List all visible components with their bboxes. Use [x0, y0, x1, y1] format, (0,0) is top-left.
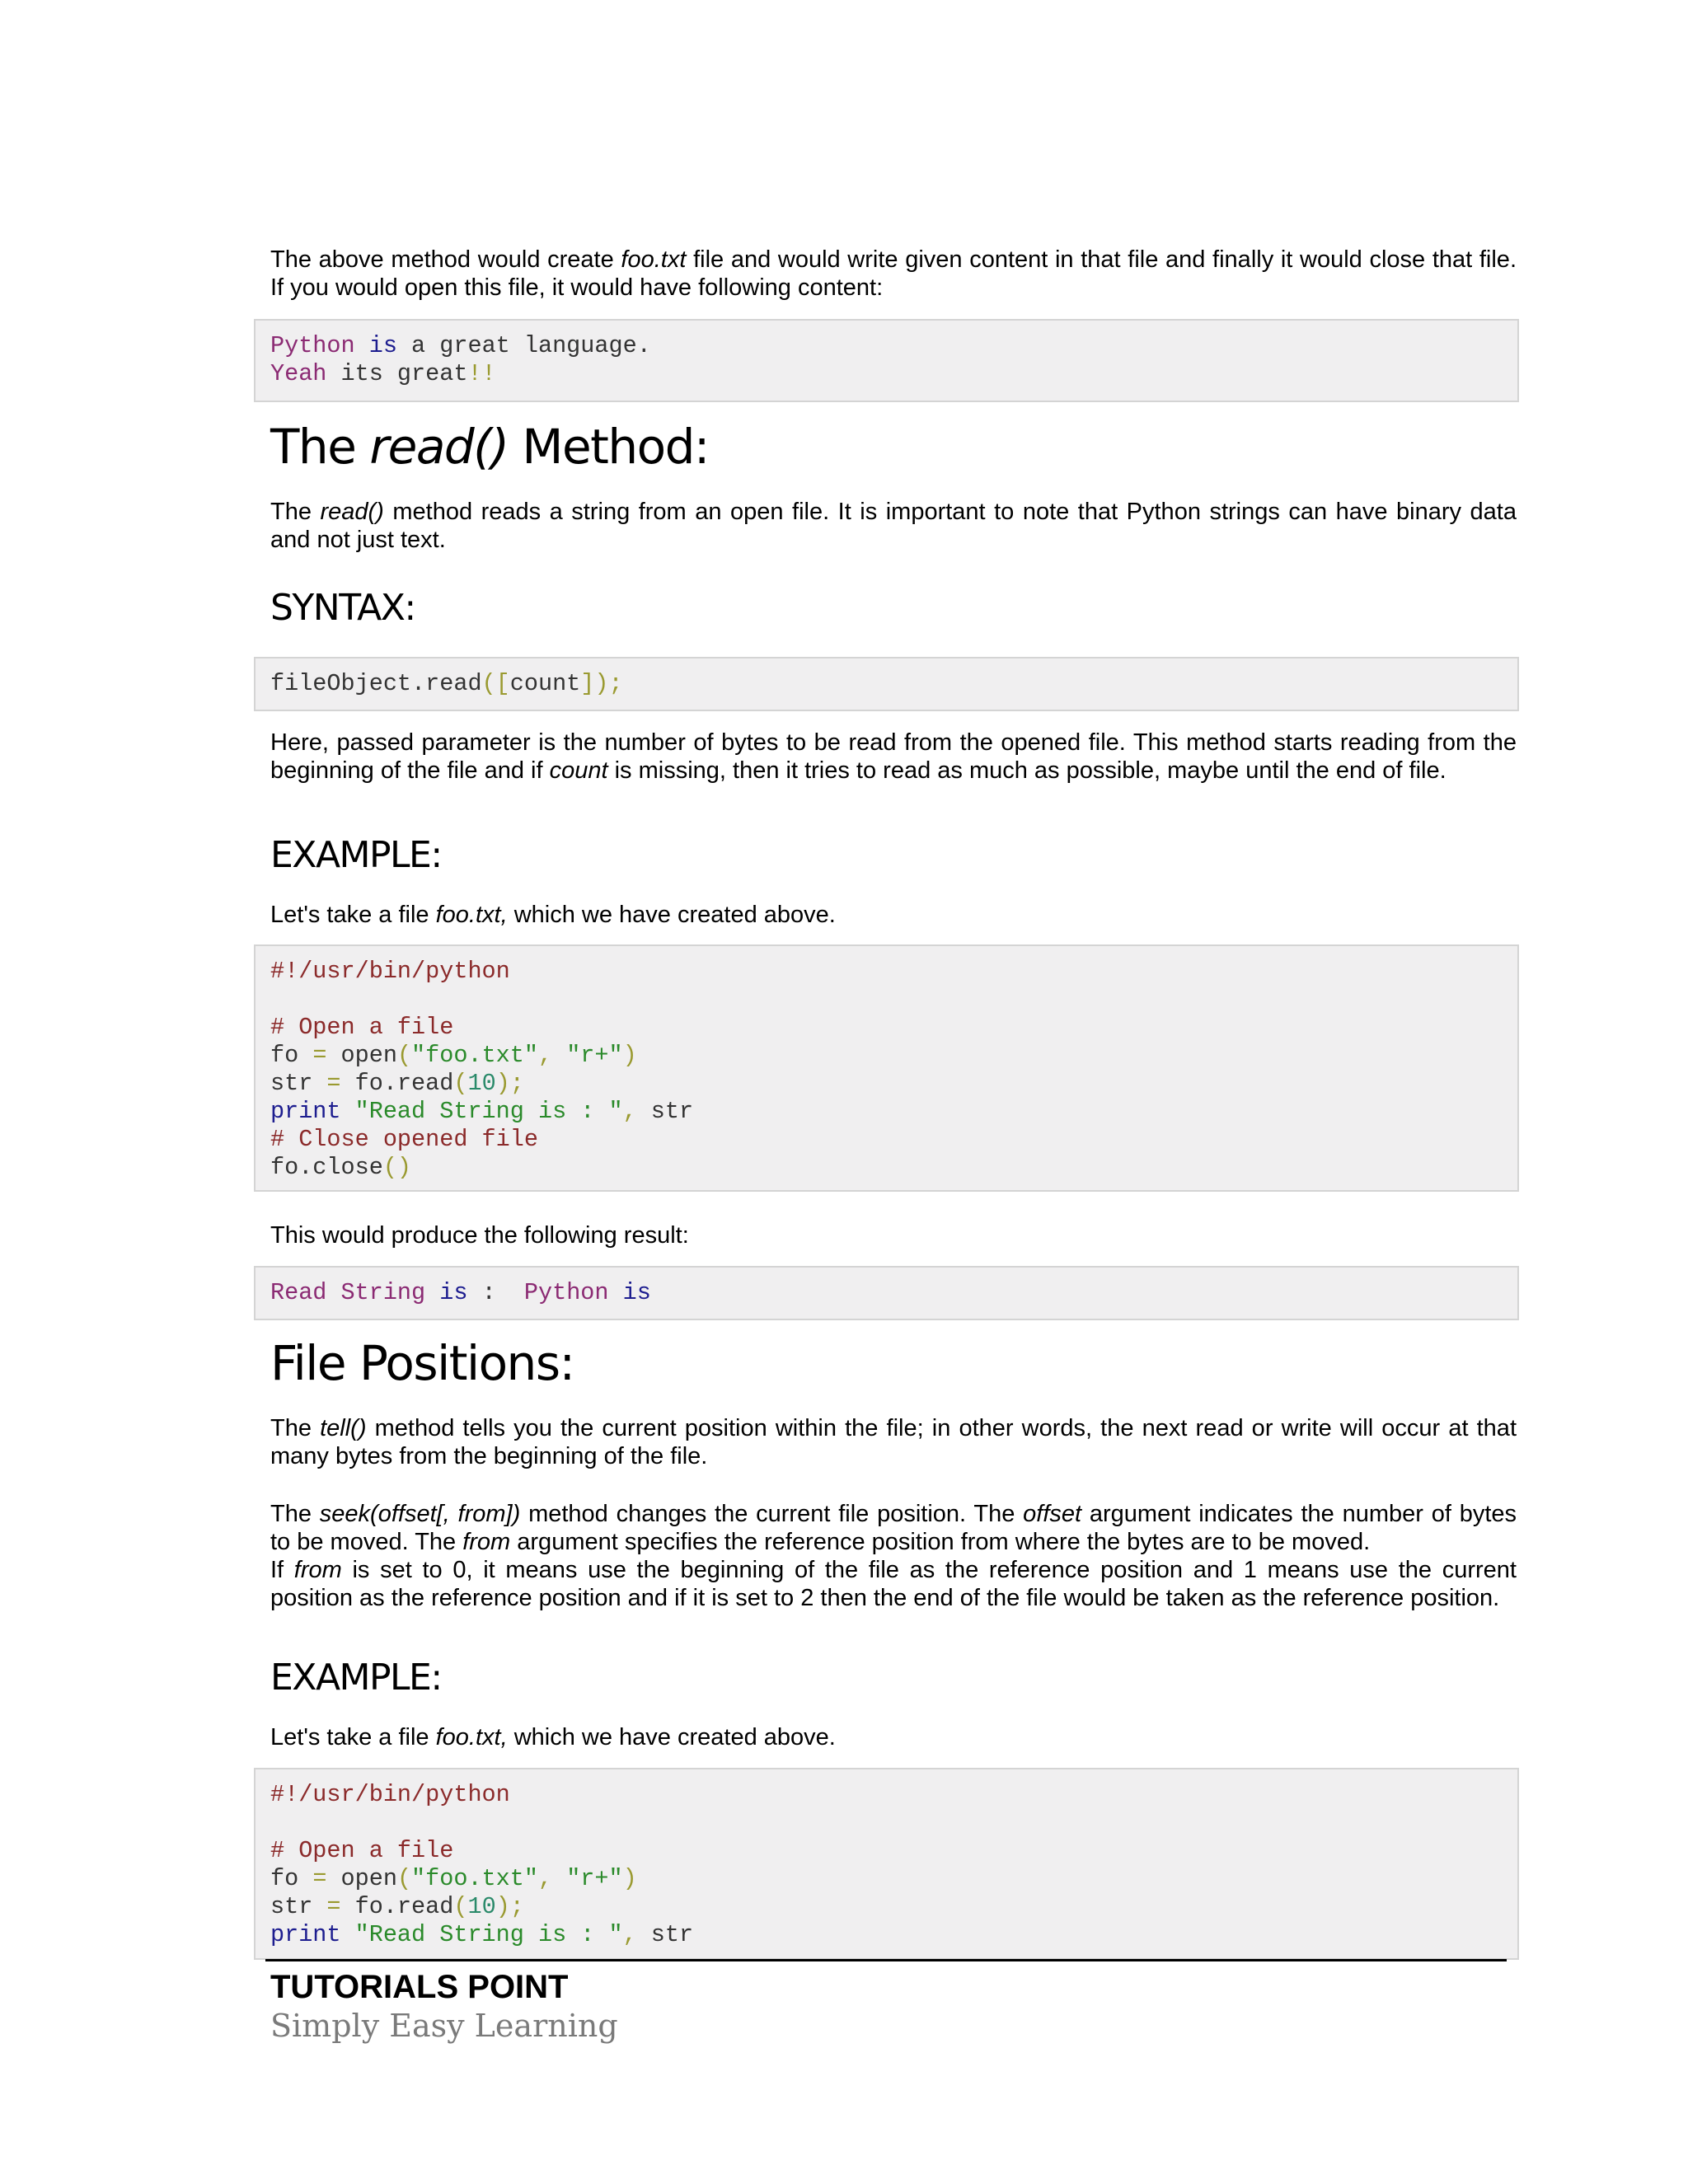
- code-line: [270, 1070, 1517, 1098]
- text-run: is set to 0, it means use the beginning of the file as the reference position and 1 means use the current position as the reference position and if it is set to 2 then the end of the file would be taken as the reference position.: [270, 1557, 1517, 1611]
- file-content-block: [254, 319, 1519, 402]
- code-token: "r+": [566, 1865, 623, 1892]
- text-run-italic: seek(offset[, from]): [319, 1501, 521, 1527]
- code-token: fileObject.read: [270, 670, 482, 697]
- seek-description: [270, 1500, 1517, 1556]
- tell-description-block: [270, 1414, 1517, 1470]
- text-run-italic: foo.txt: [621, 246, 687, 273]
- code-token: "Read String is : ": [354, 1098, 623, 1125]
- code-line: # Open a file: [270, 1837, 454, 1864]
- code-token: =: [326, 1070, 341, 1097]
- code-line: [270, 1279, 1517, 1307]
- text-run: The: [270, 419, 370, 475]
- code-line: [270, 332, 1517, 360]
- code-token: Python: [523, 1279, 609, 1306]
- code-line: [270, 1921, 1517, 1949]
- text-run-italic: read(): [320, 499, 384, 525]
- code-token: fo: [270, 1042, 313, 1069]
- text-run: which we have created above.: [507, 902, 836, 928]
- seek-description-block: [270, 1500, 1517, 1612]
- text-run: method reads a string from an open file. It is important to note that Python strings can have binary data and not just text.: [270, 499, 1517, 553]
- from-description: [270, 1556, 1517, 1612]
- code-token: Read String: [270, 1279, 426, 1306]
- text-run-italic: offset: [1023, 1501, 1082, 1527]
- result-output-block: [254, 1266, 1519, 1320]
- code-line: [270, 360, 1517, 388]
- intro-paragraph: [270, 246, 1517, 302]
- text-run-italic: from: [462, 1529, 511, 1555]
- text-run: The: [270, 1415, 321, 1441]
- code-token: "r+": [566, 1042, 623, 1069]
- text-run: Let's take a file: [270, 902, 436, 928]
- code-token: "foo.txt": [411, 1865, 538, 1892]
- code-line: # Close opened file: [270, 1126, 538, 1153]
- parameter-description: [270, 729, 1517, 785]
- code-token: count: [509, 670, 581, 697]
- code-token: (): [382, 1154, 412, 1181]
- code-token: [341, 1921, 355, 1948]
- example-intro-2: [270, 1723, 1517, 1751]
- example-intro-block-2: [270, 1723, 1517, 1751]
- text-run-italic: foo.txt,: [435, 902, 508, 928]
- read-description-block: [270, 498, 1517, 554]
- code-token: :: [467, 1279, 524, 1306]
- example-intro-block: [270, 901, 1517, 929]
- intro-paragraph-block: [270, 246, 1517, 302]
- text-run: The: [270, 1501, 320, 1527]
- code-token: ,: [622, 1921, 637, 1948]
- code-token: ): [622, 1042, 637, 1069]
- footer-tagline: Simply Easy Learning: [270, 2008, 618, 2044]
- tell-description: [270, 1414, 1517, 1470]
- code-token: str: [270, 1070, 327, 1097]
- code-token: Yeah: [270, 360, 327, 387]
- code-token: "Read String is : ": [354, 1921, 623, 1948]
- code-token: =: [312, 1865, 327, 1892]
- code-token: (: [396, 1042, 412, 1069]
- text-run: If: [270, 1557, 294, 1583]
- file-positions-heading: File Positions:: [270, 1335, 574, 1391]
- code-line: #!/usr/bin/python: [270, 1781, 510, 1808]
- code-line: [270, 670, 1517, 698]
- text-run: is missing, then it tries to read as much as possible, maybe until the end of file.: [607, 757, 1447, 784]
- text-run-italic: count: [549, 757, 608, 784]
- example-intro: [270, 901, 1517, 929]
- code-line-blank: [270, 1809, 1517, 1837]
- syntax-heading: SYNTAX:: [270, 587, 415, 629]
- code-token: [609, 1279, 623, 1306]
- text-run: file and would write given content in that file and finally it would close that file. If you would open this file, it would have following content:: [270, 246, 1517, 301]
- code-token: print: [270, 1098, 341, 1125]
- code-line: # Open a file: [270, 1014, 454, 1041]
- result-intro-block: [270, 1221, 1517, 1249]
- code-token: "foo.txt": [411, 1042, 538, 1069]
- code-token: is: [622, 1279, 651, 1306]
- code-line: [270, 1865, 1517, 1893]
- code-line: #!/usr/bin/python: [270, 958, 510, 985]
- code-token: is: [368, 332, 397, 359]
- code-token: [552, 1865, 566, 1892]
- footer-divider: [265, 1959, 1507, 1961]
- code-line: [270, 1154, 1517, 1182]
- code-token: fo.close: [270, 1154, 383, 1181]
- text-run: method changes the current file position. The: [520, 1501, 1024, 1527]
- code-token: (: [453, 1893, 468, 1920]
- code-token: (: [453, 1070, 468, 1097]
- text-run-italic: read(): [369, 419, 509, 475]
- code-token: );: [495, 1070, 524, 1097]
- text-run: method tells you the current position within the file; in other words, the next read or write will occur at that many bytes from the beginning of the file.: [270, 1415, 1517, 1469]
- code-token: ,: [537, 1865, 553, 1892]
- text-run: argument specifies the reference position from where the bytes are to be moved.: [510, 1529, 1371, 1555]
- code-token: is: [439, 1279, 468, 1306]
- code-token: str: [270, 1893, 327, 1920]
- result-intro: This would produce the following result:: [270, 1222, 689, 1249]
- code-line-blank: [270, 986, 1517, 1014]
- read-method-heading: [270, 419, 709, 475]
- code-token: open: [326, 1865, 397, 1892]
- example-heading: EXAMPLE:: [270, 834, 442, 876]
- text-run: Here, passed parameter is the number of bytes to be read from the opened file. This method starts reading from the beginning of the file and if: [270, 729, 1517, 784]
- code-token: =: [326, 1893, 341, 1920]
- example-heading-2: EXAMPLE:: [270, 1657, 442, 1699]
- code-token: open: [326, 1042, 397, 1069]
- code-token: ,: [537, 1042, 553, 1069]
- text-run-italic: tell(): [320, 1415, 367, 1441]
- code-token: Python: [270, 332, 355, 359]
- seek-example-code-block: [254, 1768, 1519, 1960]
- text-run: Method:: [508, 419, 709, 475]
- code-token: ([: [481, 670, 510, 697]
- code-token: [355, 332, 369, 359]
- footer-brand: TUTORIALS POINT: [270, 1969, 569, 2005]
- code-line: [270, 1098, 1517, 1126]
- code-token: fo.read: [340, 1070, 454, 1097]
- read-description: [270, 498, 1517, 554]
- code-token: fo: [270, 1865, 313, 1892]
- code-token: print: [270, 1921, 341, 1948]
- text-run: Let's take a file: [270, 1724, 436, 1750]
- code-line: [270, 1893, 1517, 1921]
- text-run: argument indicates the number of bytes to be moved. The: [270, 1501, 1517, 1555]
- syntax-code-block: [254, 657, 1519, 711]
- code-token: );: [495, 1893, 524, 1920]
- code-token: fo.read: [340, 1893, 454, 1920]
- code-token: [425, 1279, 439, 1306]
- code-token: ,: [622, 1098, 637, 1125]
- code-token: ]);: [580, 670, 623, 697]
- code-token: (: [396, 1865, 412, 1892]
- code-token: 10: [467, 1893, 496, 1920]
- read-example-code-block: [254, 944, 1519, 1192]
- code-token: its great: [326, 360, 468, 387]
- text-run: The: [270, 499, 321, 525]
- parameter-description-block: [270, 729, 1517, 785]
- code-line: [270, 1042, 1517, 1070]
- code-token: str: [636, 1098, 694, 1125]
- text-run-italic: foo.txt,: [435, 1724, 508, 1750]
- code-token: [341, 1098, 355, 1125]
- code-token: !!: [467, 360, 496, 387]
- text-run-italic: from: [293, 1557, 342, 1583]
- text-run: which we have created above.: [507, 1724, 836, 1750]
- code-token: ): [622, 1865, 637, 1892]
- code-token: =: [312, 1042, 327, 1069]
- code-token: 10: [467, 1070, 496, 1097]
- code-token: [552, 1042, 566, 1069]
- text-run: The above method would create: [270, 246, 621, 273]
- code-token: str: [636, 1921, 694, 1948]
- code-token: a great language.: [396, 332, 651, 359]
